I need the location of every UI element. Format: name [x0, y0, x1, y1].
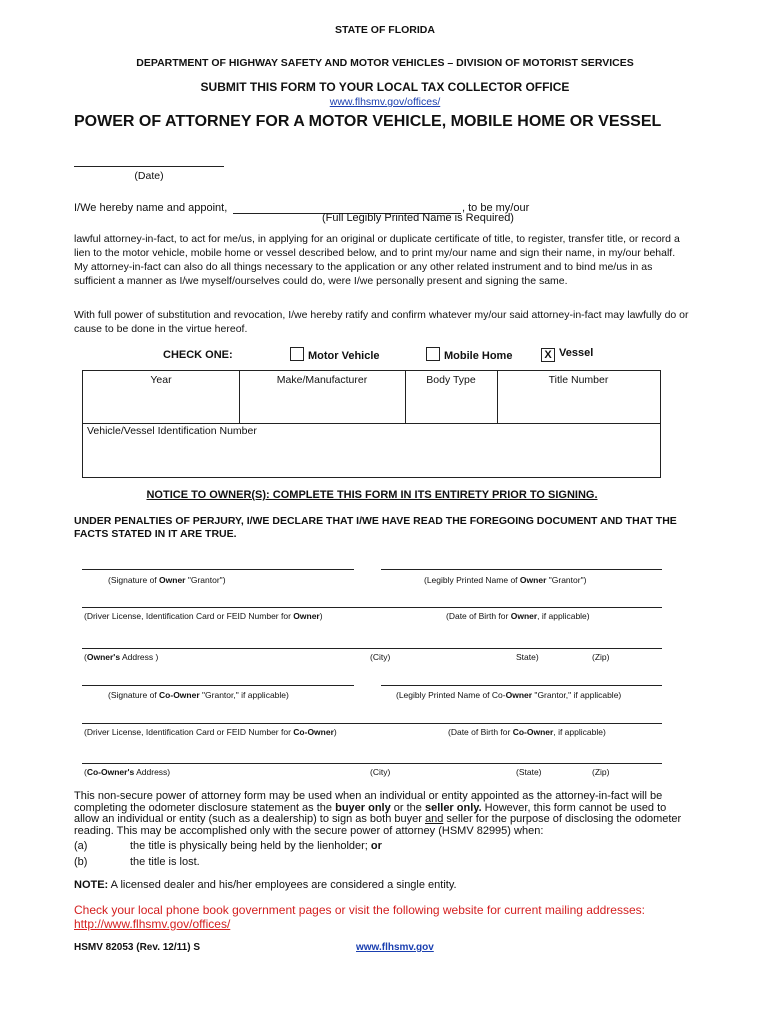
option-vessel[interactable]: X Vessel [541, 347, 593, 362]
owner-address-line[interactable] [82, 648, 662, 649]
coowner-city-caption: (City) [370, 767, 391, 777]
owner-zip-caption: (Zip) [592, 652, 610, 662]
offices-link[interactable]: www.flhsmv.gov/offices/ [329, 96, 441, 108]
body-type-header: Body Type [426, 374, 476, 386]
owner-id-line[interactable] [82, 607, 662, 608]
attorney-name-caption: (Full Legibly Printed Name is Required) [322, 212, 514, 224]
coowner-signature-line[interactable] [82, 685, 354, 686]
footer-site-link[interactable]: www.flhsmv.gov [356, 942, 434, 953]
coowner-dob-caption: (Date of Birth for Co-Owner, if applicable) [448, 727, 606, 737]
appoint-prefix: I/We hereby name and appoint, [74, 202, 228, 214]
option-mobile-home[interactable]: Mobile Home [426, 347, 512, 362]
form-title: POWER OF ATTORNEY FOR A MOTOR VEHICLE, MOBILE HOME OR VESSEL [74, 113, 662, 130]
appoint-suffix: , to be my/our [462, 202, 530, 214]
condition-b-text: the title is lost. [130, 856, 200, 868]
department-heading: DEPARTMENT OF HIGHWAY SAFETY AND MOTOR VEHICLES – DIVISION OF MOTORIST SERVICES [136, 57, 634, 69]
vessel-checkbox[interactable]: X [541, 348, 555, 362]
submit-instruction: SUBMIT THIS FORM TO YOUR LOCAL TAX COLLECTOR OFFICE [200, 80, 570, 94]
condition-a-text: the title is physically being held by the lienholder; or [130, 840, 382, 852]
coowner-id-line[interactable] [82, 723, 662, 724]
vin-label: Vehicle/Vessel Identification Number [87, 425, 257, 437]
check-local-notice: Check your local phone book government pages or visit the following website for current mailing addresses: http://www.flhsmv.gov/offices/ [74, 903, 645, 931]
coowner-name-caption: (Legibly Printed Name of Co-Owner "Grantor," if applicable) [396, 690, 622, 700]
state-heading: STATE OF FLORIDA [335, 24, 435, 36]
note: NOTE: A licensed dealer and his/her employees are considered a single entity. [74, 879, 457, 891]
coowner-id-caption: (Driver License, Identification Card or FEID Number for Co-Owner) [84, 727, 337, 737]
date-caption: (Date) [134, 170, 164, 182]
coowner-address-caption: (Co-Owner's Address) [84, 767, 171, 777]
coowner-zip-caption: (Zip) [592, 767, 610, 777]
owner-state-caption: State) [516, 652, 539, 662]
authority-paragraph: lawful attorney-in-fact, to act for me/us, in applying for an original or duplicate certificate of title, to register, transfer title, or record a lien to the motor vehicle, mobile home or vessel described below, and to print my/our name and sign their name, in my/our behalf. My attorney-in-fact can also do all things necessary to the application or any other related instrument and to bind me/us in as sufficient a manner as I/we myself/ourselves could do, were I/we personally present and signing the same. [74, 233, 680, 287]
owner-dob-caption: (Date of Birth for Owner, if applicable) [446, 611, 590, 621]
coowner-signature-caption: (Signature of Co-Owner "Grantor," if applicable) [108, 690, 289, 700]
vehicle-table [82, 370, 661, 478]
owner-city-caption: (City) [370, 652, 391, 662]
owner-name-line[interactable] [381, 569, 662, 570]
coowner-address-line[interactable] [82, 763, 662, 764]
owner-signature-line[interactable] [82, 569, 354, 570]
nonsecure-paragraph: This non-secure power of attorney form may be used when an individual or entity appointed as the attorney-in-fact will be completing the odometer disclosure statement as the buyer only or the seller only. However, this form cannot be used to allow an individual or entity (such as a dealership) to sign as both buyer and seller for the purpose of disclosing the odometer reading. This may be accomplished only with the secure power of attorney (HSMV 82995) when: [74, 790, 682, 837]
notice-to-owner: NOTICE TO OWNER(S): COMPLETE THIS FORM IN ITS ENTIRETY PRIOR TO SIGNING. [146, 489, 598, 501]
coowner-state-caption: (State) [516, 767, 542, 777]
check-one-label: CHECK ONE: [163, 349, 233, 361]
condition-a-letter: (a) [74, 840, 88, 852]
coowner-name-line[interactable] [381, 685, 662, 686]
mobile-home-checkbox[interactable] [426, 347, 440, 361]
ratify-paragraph: With full power of substitution and revocation, I/we hereby ratify and confirm whatever my/our said attorney-in-fact may lawfully do or cause to be done in the virtue hereof. [74, 309, 689, 335]
option-motor-vehicle[interactable]: Motor Vehicle [290, 347, 380, 362]
condition-b-letter: (b) [74, 856, 88, 868]
form-number: HSMV 82053 (Rev. 12/11) S [74, 942, 200, 953]
owner-address-caption: (Owner's Address ) [84, 652, 159, 662]
owner-signature-caption: (Signature of Owner "Grantor") [108, 575, 226, 585]
offices-url-link[interactable]: http://www.flhsmv.gov/offices/ [74, 917, 231, 931]
owner-name-caption: (Legibly Printed Name of Owner "Grantor") [424, 575, 587, 585]
motor-vehicle-checkbox[interactable] [290, 347, 304, 361]
title-number-header: Title Number [548, 374, 609, 386]
date-line [74, 166, 224, 167]
year-header: Year [150, 374, 172, 386]
perjury-statement: UNDER PENALTIES OF PERJURY, I/WE DECLARE THAT I/WE HAVE READ THE FOREGOING DOCUMENT AND THAT THE FACTS STATED IN IT ARE TRUE. [74, 515, 677, 540]
make-header: Make/Manufacturer [276, 374, 368, 386]
owner-id-caption: (Driver License, Identification Card or FEID Number for Owner) [84, 611, 323, 621]
